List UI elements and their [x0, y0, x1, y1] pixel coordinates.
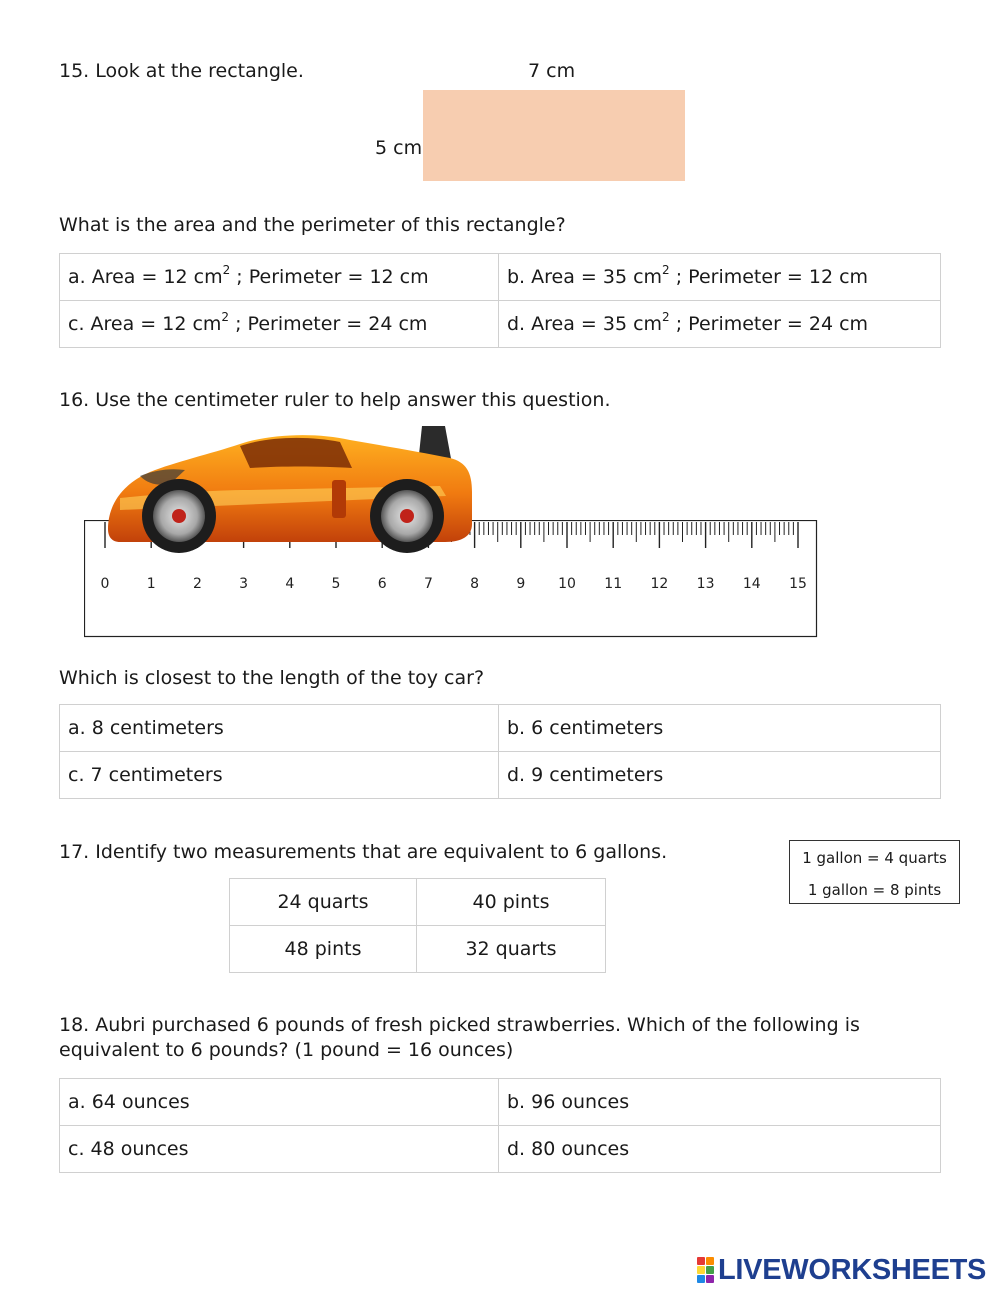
ruler-label: 2 — [192, 576, 202, 592]
ruler-label: 1 — [146, 576, 156, 592]
rectangle-width-label: 7 cm — [528, 60, 576, 82]
logo-square — [706, 1266, 714, 1274]
logo-square — [697, 1266, 705, 1274]
ruler-label: 11 — [604, 576, 623, 592]
q17-option-48-pints[interactable]: 48 pints — [230, 926, 417, 973]
ruler-label: 15 — [789, 576, 807, 592]
q15-prompt: 15. Look at the rectangle. — [59, 60, 304, 82]
q17-option-40-pints[interactable]: 40 pints — [417, 879, 606, 926]
ruler-label: 8 — [470, 576, 480, 592]
q17-options-table — [229, 878, 606, 973]
ruler-label: 10 — [558, 576, 576, 592]
ruler-label: 12 — [650, 576, 669, 592]
ruler-label: 7 — [423, 576, 433, 592]
q17-option-24-quarts[interactable]: 24 quarts — [230, 879, 417, 926]
conversion-gallon-quarts: 1 gallon = 4 quarts — [802, 849, 947, 867]
q15-option-d[interactable]: d. Area = 35 $cm^2$ ; Perimeter = 24 cm — [499, 301, 941, 348]
logo-square — [706, 1275, 714, 1283]
q16-option-a[interactable]: a. 8 centimeters — [60, 705, 499, 752]
q18-options-table — [59, 1078, 941, 1173]
toy-car-image — [100, 424, 485, 554]
q15-option-c[interactable]: c. Area = 12 $cm^2$ ; Perimeter = 24 cm — [60, 301, 499, 348]
logo-square — [697, 1275, 705, 1283]
q18-option-d[interactable]: d. 80 ounces — [499, 1126, 941, 1173]
ruler-label: 4 — [285, 576, 295, 592]
q16-option-d[interactable]: d. 9 centimeters — [499, 752, 941, 799]
conversion-gallon-pints: 1 gallon = 8 pints — [807, 881, 942, 899]
q16-question: Which is closest to the length of the toy car? — [59, 667, 485, 689]
rectangle-shape — [423, 90, 685, 181]
ruler-label: 0 — [100, 576, 110, 592]
q18-option-b[interactable]: b. 96 ounces — [499, 1079, 941, 1126]
ruler-label: 5 — [331, 576, 341, 592]
ruler-label: 14 — [742, 576, 761, 592]
q18-option-c[interactable]: c. 48 ounces — [60, 1126, 499, 1173]
logo-square — [706, 1257, 714, 1265]
rectangle-height-label: 5 cm — [375, 137, 423, 159]
q18-option-a[interactable]: a. 64 ounces — [60, 1079, 499, 1126]
q16-option-b[interactable]: b. 6 centimeters — [499, 705, 941, 752]
logo-mark-icon — [697, 1257, 714, 1283]
conversion-box — [789, 840, 960, 904]
q17-option-32-quarts[interactable]: 32 quarts — [417, 926, 606, 973]
logo-text: LIVEWORKSHEETS — [718, 1253, 987, 1286]
ruler-label: 6 — [377, 576, 387, 592]
ruler-label: 13 — [696, 576, 715, 592]
liveworksheets-logo[interactable] — [697, 1255, 986, 1285]
q15-question: What is the area and the perimeter of this rectangle? — [59, 214, 566, 236]
q15-option-a[interactable]: a. Area = 12 $cm^2$ ; Perimeter = 12 cm — [60, 254, 499, 301]
q16-options-table — [59, 704, 941, 799]
q17-prompt: 17. Identify two measurements that are equivalent to 6 gallons. — [59, 841, 668, 863]
q16-option-c[interactable]: c. 7 centimeters — [60, 752, 499, 799]
q16-prompt: 16. Use the centimeter ruler to help answer this question. — [59, 389, 611, 411]
ruler-label: 3 — [239, 576, 249, 592]
q15-option-b[interactable]: b. Area = 35 $cm^2$ ; Perimeter = 12 cm — [499, 254, 941, 301]
ruler-label: 9 — [516, 576, 526, 592]
q18-prompt-line2: equivalent to 6 pounds? (1 pound = 16 ounces) — [59, 1039, 514, 1061]
logo-square — [697, 1257, 705, 1265]
q15-options-table — [59, 253, 941, 348]
q18-prompt-line1: 18. Aubri purchased 6 pounds of fresh picked strawberries. Which of the following is — [59, 1014, 860, 1036]
